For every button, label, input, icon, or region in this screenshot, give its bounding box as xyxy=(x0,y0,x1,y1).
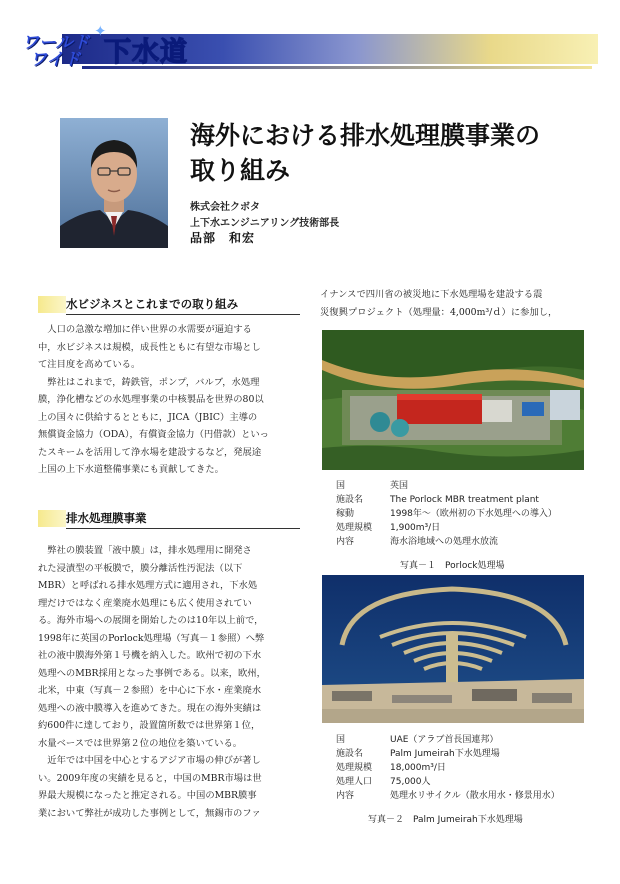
body-line: 約600件に達しており，設置箇所数では世界第１位， xyxy=(38,720,261,731)
author-portrait xyxy=(60,118,168,248)
info-key: 内容 xyxy=(336,791,355,801)
body-line: 社の液中膜海外第１号機を納入した。欧州で初の下水 xyxy=(38,650,262,661)
info-key: 処理規模 xyxy=(336,763,373,773)
body-line: 弊社はこれまで，鋳鉄管，ポンプ，バルブ，水処理 xyxy=(38,376,260,388)
info-row xyxy=(336,506,557,520)
body-line: 北米，中東（写真－２参照）を中心に下水・産業廃水 xyxy=(38,685,262,696)
info-key: 施設名 xyxy=(336,749,364,759)
info-row xyxy=(336,478,557,492)
body-line: て注目度を高めている。 xyxy=(38,359,141,370)
body-line: 弊社の膜装置「液中膜」は，排水処理用に開発さ xyxy=(38,545,252,556)
info-row xyxy=(336,774,560,788)
right-column-intro xyxy=(320,286,582,321)
body-line: れた浸漬型の平板膜で，膜分離活性汚泥法（以下 xyxy=(38,562,243,574)
info-key: 国 xyxy=(336,735,346,745)
info-row xyxy=(336,732,560,746)
body-line: 処理へのMBR採用となった事例である。以来，欧州， xyxy=(38,667,266,679)
section-heading-text: 水ビジネスとこれまでの取り組み xyxy=(66,297,239,311)
body-line: 無償資金協力（ODA），有償資金協力（円借款）といっ xyxy=(38,429,269,440)
section1-body xyxy=(38,321,300,479)
heading-marker xyxy=(38,510,66,527)
info-value: 海水浴地域への処理水放流 xyxy=(390,537,499,547)
logo-text-world: ワールド xyxy=(22,33,90,53)
info-row xyxy=(336,788,560,802)
body-line: 近年では中国を中心とするアジア市場の伸びが著し xyxy=(38,755,261,766)
info-row xyxy=(336,492,557,506)
info-value: 1998年～（欧州初の下水処理への導入） xyxy=(390,509,557,519)
section2-body xyxy=(38,542,300,822)
body-line: る。海外市場への展開を開始したのは10年以上前で， xyxy=(38,615,264,626)
photo2-caption: 写真－２ Palm Jumeirah下水処理場 xyxy=(368,815,523,825)
article-title-line2: 取り組み xyxy=(190,156,291,185)
body-line: 中，水ビジネスは規模，成長性ともに有望な市場とし xyxy=(38,341,261,353)
info-key: 処理人口 xyxy=(336,777,373,787)
body-line: 処理への液中膜導入を進めてきた。現在の海外実績は xyxy=(38,702,262,714)
heading-marker xyxy=(38,296,66,313)
info-value: 処理水リサイクル（散水用水・修景用水） xyxy=(390,791,560,801)
body-line: 上国の上下水道整備事業にも貢献してきた。 xyxy=(38,464,224,475)
author-name: 品部 和宏 xyxy=(190,231,256,245)
info-row xyxy=(336,760,560,774)
info-value: 1,900m³/日 xyxy=(390,523,441,533)
info-value: UAE（アラブ首長国連邦） xyxy=(390,735,499,745)
info-key: 施設名 xyxy=(336,495,364,505)
photo2-info-table xyxy=(336,732,560,802)
heading-rule xyxy=(66,314,300,315)
photo1-caption: 写真－１ Porlock処理場 xyxy=(400,561,505,571)
body-line: 人口の急激な増加に伴い世界の水需要が逼迫する xyxy=(38,324,252,335)
body-line: イナンスで四川省の被災地に下水処理場を建設する震 xyxy=(320,289,543,300)
info-value: 英国 xyxy=(390,481,409,491)
body-line: 上の国々に供給するとともに，JICA（JBIC）主導の xyxy=(38,411,258,423)
photo-porlock-plant xyxy=(322,330,584,470)
info-row xyxy=(336,534,557,548)
body-line: 理だけではなく産業廃水処理にも広く使用されてい xyxy=(38,597,252,609)
body-line: 業において弊社が成功した事例として，無錫市のファ xyxy=(38,807,261,819)
author-company: 株式会社クボタ xyxy=(190,202,260,213)
photo-palm-jumeirah xyxy=(322,575,584,723)
article-title-line1: 海外における排水処理膜事業の xyxy=(190,121,541,150)
info-value: 75,000人 xyxy=(390,777,431,787)
info-key: 内容 xyxy=(336,537,355,547)
body-line: い。2009年度の実績を見ると，中国のMBR市場は世 xyxy=(38,772,262,784)
body-line: 1998年に英国のPorlock処理場（写真－１参照）へ弊 xyxy=(38,632,265,644)
body-line: 界最大規模になったと推定される。中国のMBR膜事 xyxy=(38,790,257,801)
info-value: Palm Jumeirah下水処理場 xyxy=(390,749,500,759)
photo1-info-table xyxy=(336,478,557,548)
section-heading-water-business xyxy=(38,294,300,314)
info-row xyxy=(336,520,557,534)
heading-rule xyxy=(66,528,300,529)
info-key: 国 xyxy=(336,481,346,491)
info-row xyxy=(336,746,560,760)
author-department: 上下水エンジニアリング技術部長 xyxy=(190,218,340,229)
body-line: 水量ベースでは世界第２位の地位を築いている。 xyxy=(38,737,243,749)
series-banner xyxy=(22,22,598,70)
section-heading-text: 排水処理膜事業 xyxy=(66,511,147,525)
logo-text-wide: ワイド xyxy=(30,50,81,70)
body-line: たスキームを活用して浄水場を建設するなど，発展途 xyxy=(38,446,262,458)
info-key: 処理規模 xyxy=(336,523,373,533)
info-value: The Porlock MBR treatment plant xyxy=(390,495,539,505)
section-heading-membrane-business xyxy=(38,508,300,528)
info-key: 稼動 xyxy=(336,509,355,519)
logo-text-sewerage: 下水道 xyxy=(104,37,188,68)
body-line: 膜，浄化槽などの水処理事業の中核製品を世界の80以 xyxy=(38,394,264,405)
sparkle-icon: ✦ xyxy=(94,22,107,40)
info-value: 18,000m³/日 xyxy=(390,763,446,773)
body-line: MBR）と呼ばれる排水処理方式に適用され，下水処 xyxy=(38,580,258,591)
body-line: 災復興プロジェクト（処理量：4,000m³/ｄ）に参加し， xyxy=(320,306,558,318)
